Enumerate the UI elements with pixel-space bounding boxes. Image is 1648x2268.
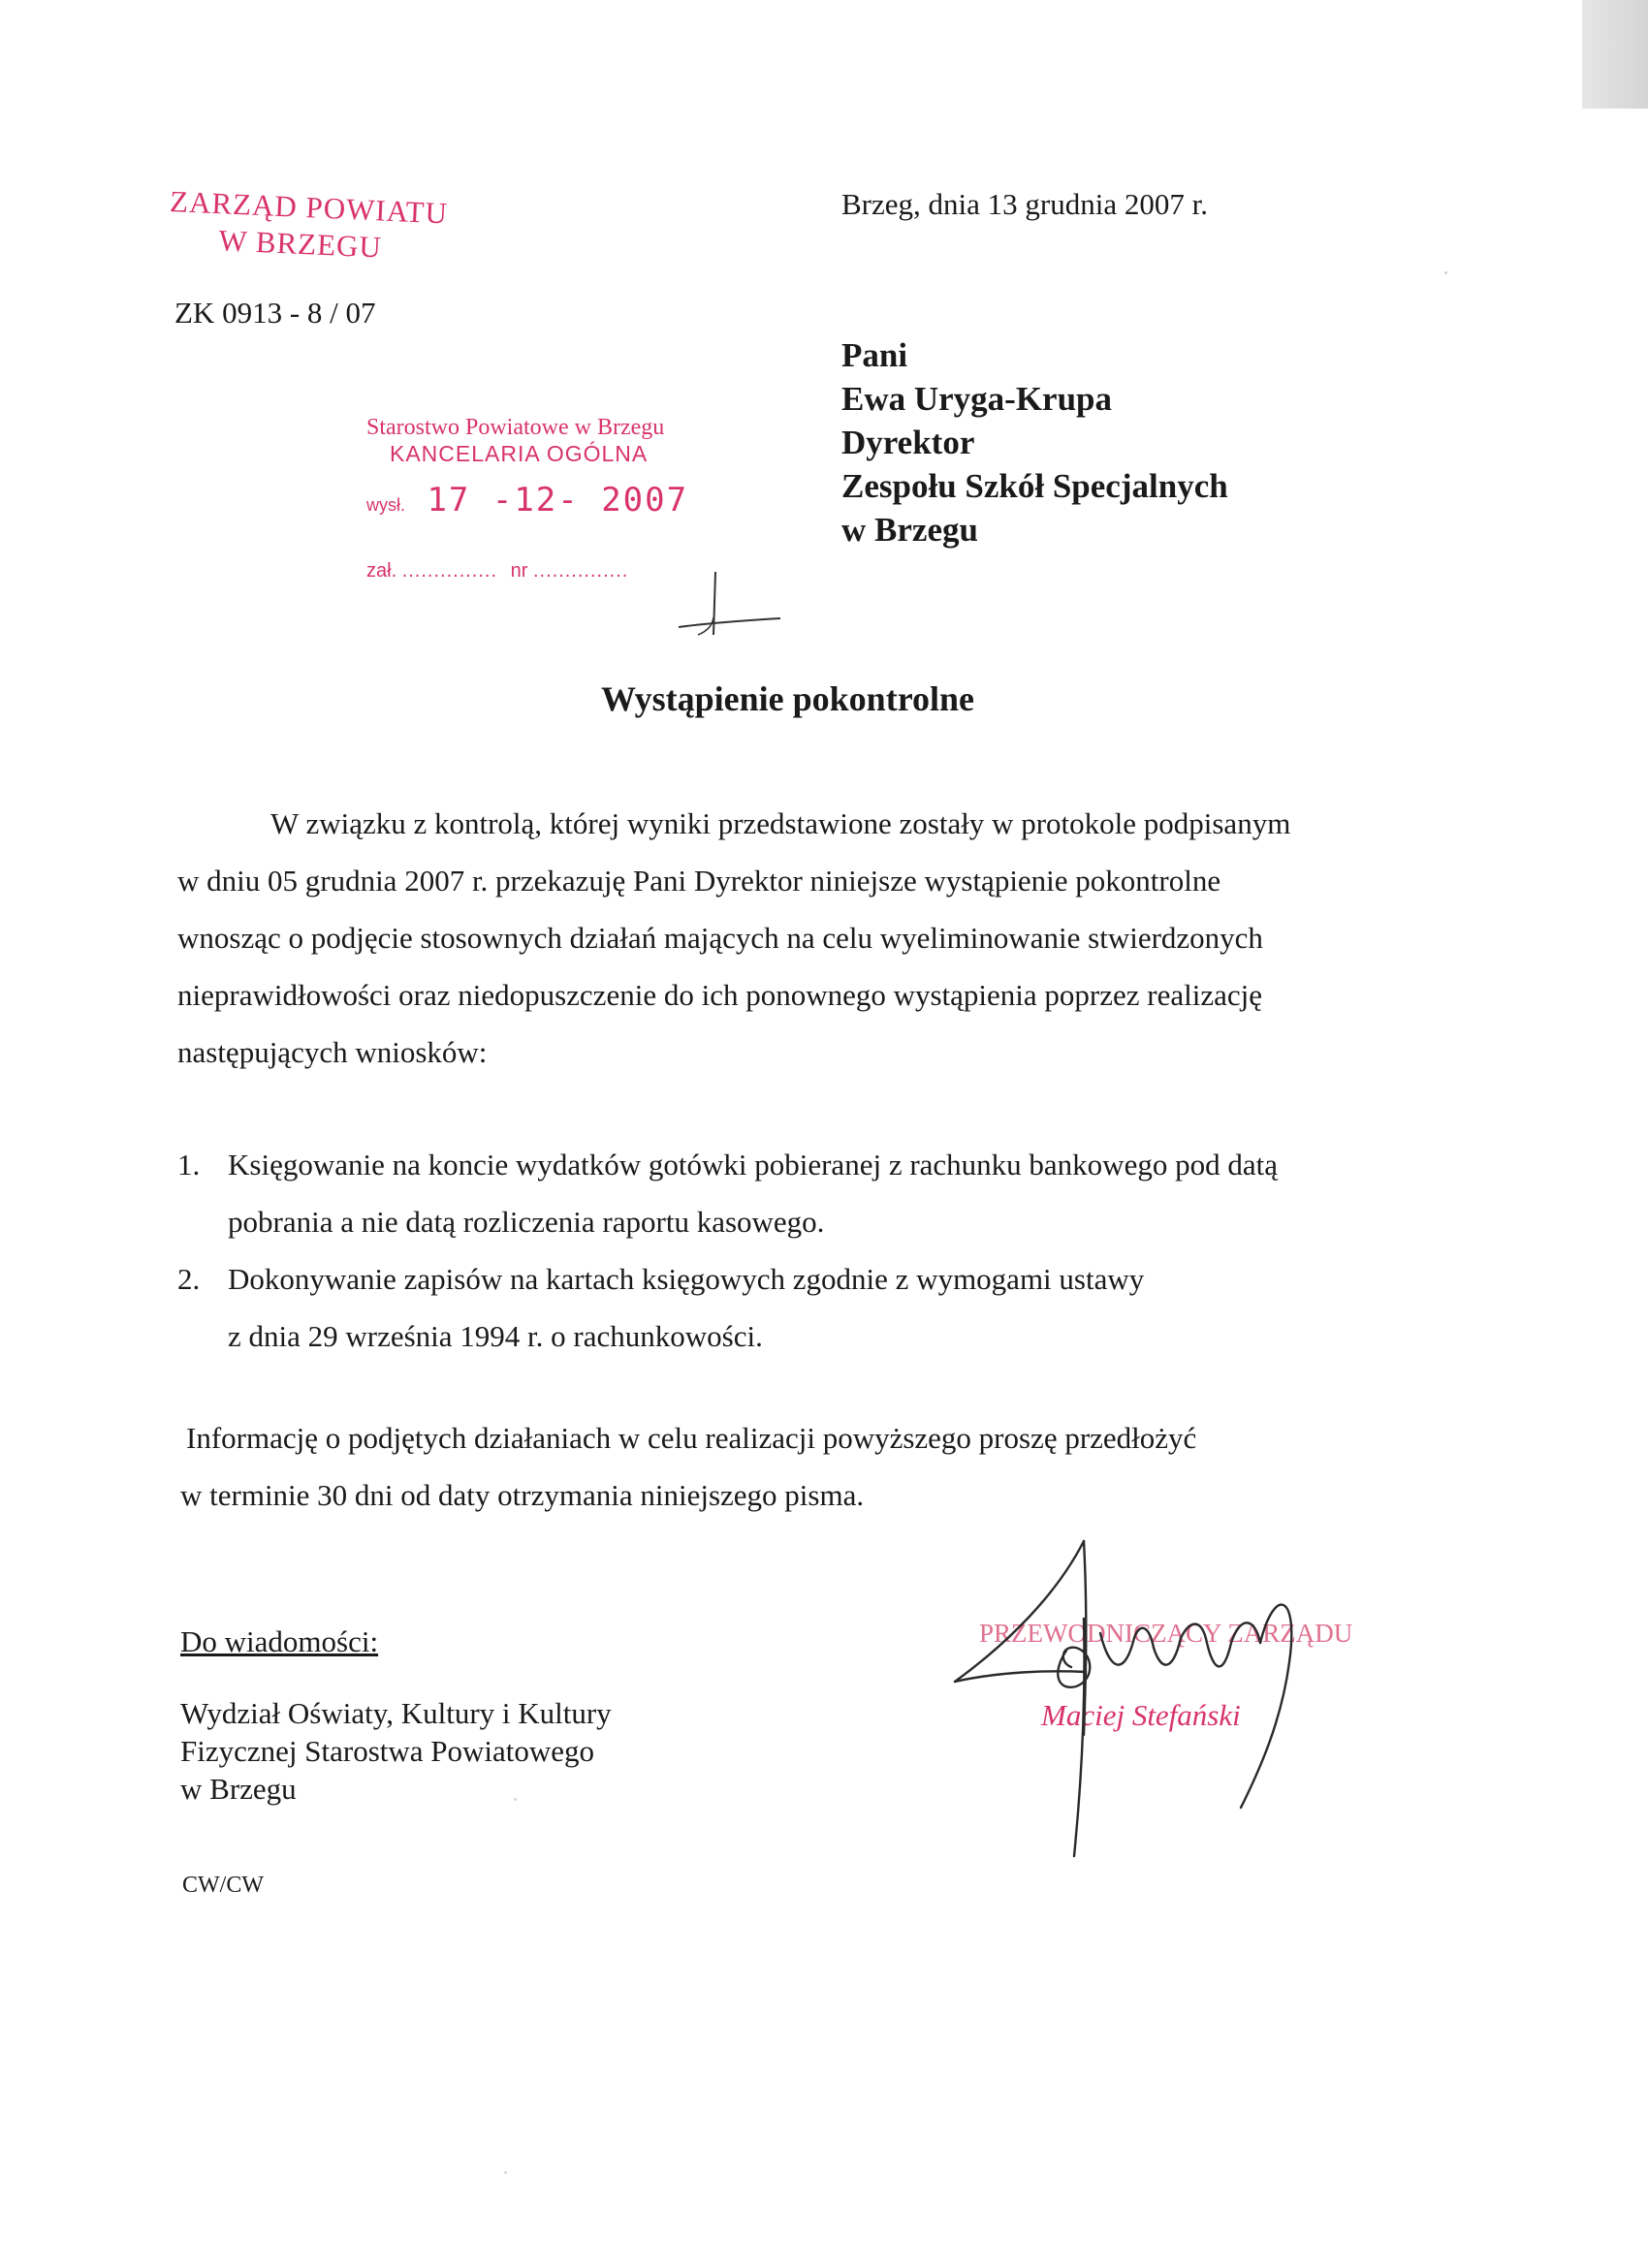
addressee-line: w Brzegu (841, 511, 978, 549)
header-stamp-line2: W BRZEGU (217, 223, 383, 265)
recommendations-list (177, 1136, 1399, 1365)
closing-paragraph (180, 1409, 1196, 1524)
intro-line: w dniu 05 grudnia 2007 r. przekazuję Pani Dyrektor niniejsze wystąpienie pokontrolne (177, 864, 1221, 898)
registry-stamp-line1: Starostwo Powiatowe w Brzegu (366, 415, 665, 440)
cc-line: Fizycznej Starostwa Powiatowego (180, 1734, 595, 1768)
sent-date: 17 -12- 2007 (427, 481, 689, 520)
scan-speck (504, 2171, 507, 2174)
header-stamp (168, 184, 449, 268)
cc-line: Wydział Oświaty, Kultury i Kultury (180, 1696, 612, 1730)
cc-line: w Brzegu (180, 1772, 297, 1806)
intro-line: W związku z kontrolą, której wyniki przedstawione zostały w protokole podpisanym (270, 806, 1291, 840)
intro-line: wnosząc o podjęcie stosownych działań mających na celu wyeliminowanie stwierdzonych (177, 921, 1263, 955)
closing-line: Informację o podjętych działaniach w celu realizacji powyższego proszę przedłożyć (186, 1421, 1197, 1455)
list-item-line: z dnia 29 września 1994 r. o rachunkowości. (228, 1319, 763, 1353)
nr-label: nr (510, 560, 528, 582)
signature-stamp-name: Maciej Stefański (1041, 1698, 1241, 1732)
cc-recipients (180, 1694, 612, 1808)
typist-initials: CW/CW (182, 1873, 264, 1898)
registry-stamp (366, 415, 774, 583)
addressee-line: Dyrektor (841, 424, 975, 461)
signature-stamp-role: PRZEWODNICZĄCY ZARZĄDU (979, 1619, 1353, 1648)
intro-line: następujących wniosków: (177, 1035, 488, 1069)
sent-row (366, 481, 774, 520)
intro-line: nieprawidłowości oraz niedopuszczenie do ich ponownego wystąpienia poprzez realizację (177, 978, 1262, 1012)
addressee-line: Zespołu Szkół Specjalnych (841, 467, 1228, 505)
list-item (177, 1136, 1399, 1250)
closing-line: w terminie 30 dni od daty otrzymania niniejszego pisma. (180, 1478, 865, 1512)
reference-number: ZK 0913 - 8 / 07 (174, 296, 376, 330)
sent-label: wysł. (366, 495, 405, 515)
list-item-line: pobrania a nie datą rozliczenia raportu kasowego. (228, 1205, 825, 1239)
cc-label: Do wiadomości: (180, 1624, 379, 1658)
scan-speck (1444, 271, 1447, 274)
list-item-line: Księgowanie na koncie wydatków gotówki pobieranej z rachunku bankowego pod datą (228, 1148, 1278, 1181)
registry-stamp-line2: KANCELARIA OGÓLNA (390, 441, 649, 466)
attachment-label: zał. (366, 560, 397, 582)
addressee-block (841, 333, 1228, 551)
scan-edge-shadow (1582, 0, 1648, 109)
addressee-line: Pani (841, 336, 908, 374)
place-and-date: Brzeg, dnia 13 grudnia 2007 r. (841, 187, 1208, 221)
list-item-number: 2. (177, 1262, 201, 1296)
list-item (177, 1250, 1399, 1365)
attachment-dots: ............... (401, 560, 498, 582)
handwritten-mark (669, 567, 785, 654)
list-item-line: Dokonywanie zapisów na kartach księgowych zgodnie z wymogami ustawy (228, 1262, 1145, 1296)
addressee-line: Ewa Uryga-Krupa (841, 380, 1113, 418)
header-stamp-line1: ZARZĄD POWIATU (169, 184, 449, 231)
nr-dots: ............... (532, 560, 629, 582)
document-title: Wystąpienie pokontrolne (600, 679, 975, 718)
scan-speck (514, 1798, 517, 1801)
list-item-number: 1. (177, 1148, 201, 1181)
intro-paragraph (177, 795, 1290, 1081)
handwritten-signature (940, 1527, 1328, 1875)
